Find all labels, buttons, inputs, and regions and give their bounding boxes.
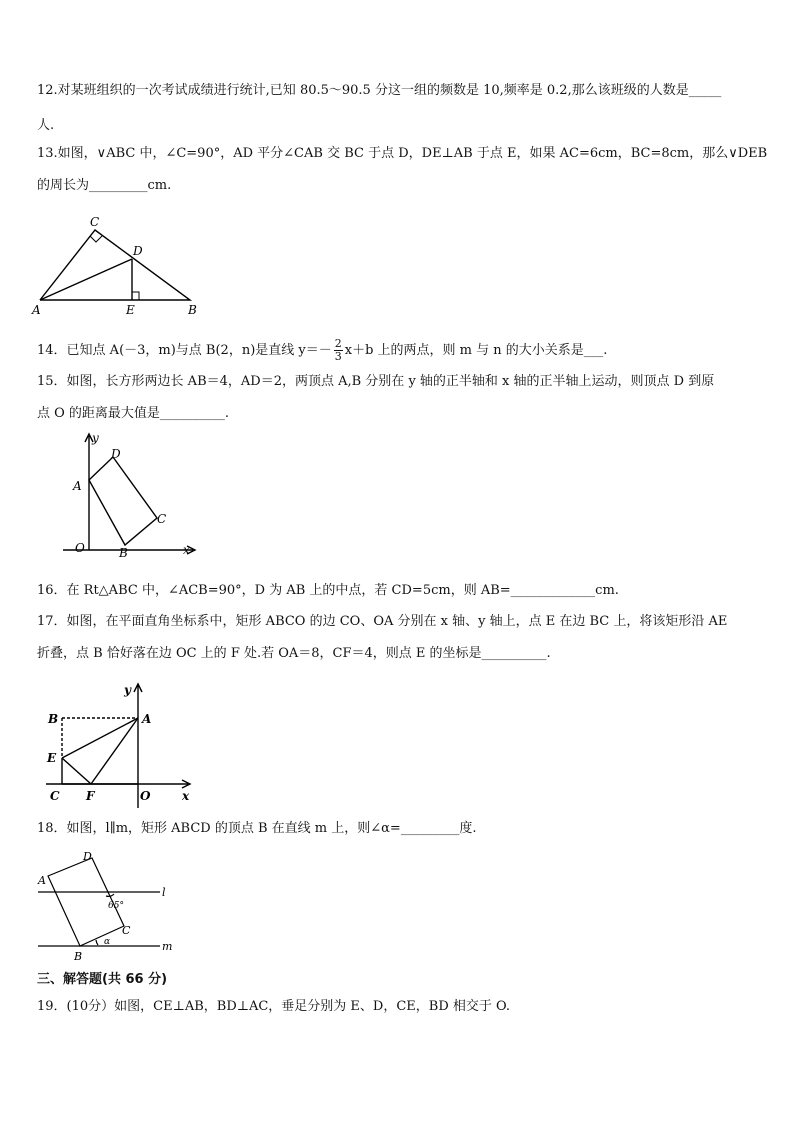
q13-label-c: C xyxy=(90,215,100,229)
q13-label-a: A xyxy=(32,303,41,317)
q18-label-a: A xyxy=(38,874,46,887)
q15-label-a: A xyxy=(73,479,82,493)
question-12-line-1: 12.对某班组织的一次考试成绩进行统计,已知 80.5～90.5 分这一组的频数是 10,频率是 0.2,那么该班级的人数是_____ xyxy=(37,83,722,98)
q17-label-e: E xyxy=(47,751,57,765)
q13-label-b: B xyxy=(188,303,197,317)
q13-label-e: E xyxy=(126,303,135,317)
q13-triangle-figure xyxy=(30,210,210,320)
q18-angle-65: 65° xyxy=(108,901,124,911)
q17-label-b: B xyxy=(48,712,59,726)
section-3-heading: 三、解答题(共 66 分) xyxy=(37,972,168,987)
q15-label-c: C xyxy=(157,512,167,526)
q14-frac-den: 3 xyxy=(334,350,342,363)
q18-label-alpha: α xyxy=(104,937,111,947)
q17-label-a: A xyxy=(142,712,152,726)
q17-label-y: y xyxy=(124,683,131,697)
q18-label-b: B xyxy=(74,950,83,963)
q15-label-y: y xyxy=(92,431,99,445)
q17-folded-rectangle-figure xyxy=(40,680,200,810)
question-16-line-1: 16．在 Rt△ABC 中，∠ACB=90°，D 为 AB 上的中点，若 CD=5cm，则 AB=_____________cm. xyxy=(37,583,619,598)
q13-label-d: D xyxy=(133,244,143,258)
q14-text-pre: 14．已知点 A(－3，m)与点 B(2，n)是直线 y＝－ xyxy=(37,343,332,358)
question-17-line-1: 17．如图，在平面直角坐标系中，矩形 ABCO 的边 CO、OA 分别在 x 轴、y 轴上，点 E 在边 BC 上，将该矩形沿 AE xyxy=(37,614,728,629)
question-15-line-2: 点 O 的距离最大值是__________. xyxy=(37,406,230,421)
q15-label-x: x xyxy=(183,543,190,557)
question-14-line-1 xyxy=(37,338,607,363)
question-18-line-1: 18．如图，l∥m，矩形 ABCD 的顶点 B 在直线 m 上，则∠α=_________度. xyxy=(37,821,477,836)
q17-label-c: C xyxy=(50,789,60,803)
q15-label-d: D xyxy=(111,447,121,461)
q15-label-b: B xyxy=(119,546,128,560)
question-12-line-2: 人. xyxy=(37,118,55,133)
q14-fraction xyxy=(334,338,343,363)
q18-label-m: m xyxy=(162,940,173,953)
q17-label-f: F xyxy=(86,789,95,803)
q17-label-x: x xyxy=(182,789,190,803)
q18-label-d: D xyxy=(83,850,92,863)
q18-label-c: C xyxy=(122,924,131,937)
question-17-line-2: 折叠，点 B 恰好落在边 OC 上的 F 处.若 OA＝8，CF＝4，则点 E 的坐标是__________. xyxy=(37,646,551,661)
q15-rectangle-axes-figure xyxy=(55,430,205,570)
q14-frac-num: 2 xyxy=(334,337,342,350)
question-19-line-1: 19．(10分）如图，CE⊥AB，BD⊥AC，垂足分别为 E、D，CE，BD 相交于 O. xyxy=(37,999,511,1014)
q17-label-o: O xyxy=(140,789,151,803)
q18-label-l: l xyxy=(162,886,166,899)
question-13-line-2: 的周长为_________cm. xyxy=(37,178,172,193)
q14-text-post: x＋b 上的两点，则 m 与 n 的大小关系是___. xyxy=(344,343,608,358)
q15-label-o: O xyxy=(75,541,85,555)
q18-parallel-lines-figure xyxy=(34,848,184,964)
question-15-line-1: 15．如图，长方形两边长 AB＝4，AD＝2，两顶点 A,B 分别在 y 轴的正半轴和 x 轴的正半轴上运动，则顶点 D 到原 xyxy=(37,374,715,389)
question-13-line-1: 13.如图，∨ABC 中，∠C=90°，AD 平分∠CAB 交 BC 于点 D，DE⊥AB 于点 E，如果 AC=6cm，BC=8cm，那么∨DEB xyxy=(37,146,768,161)
